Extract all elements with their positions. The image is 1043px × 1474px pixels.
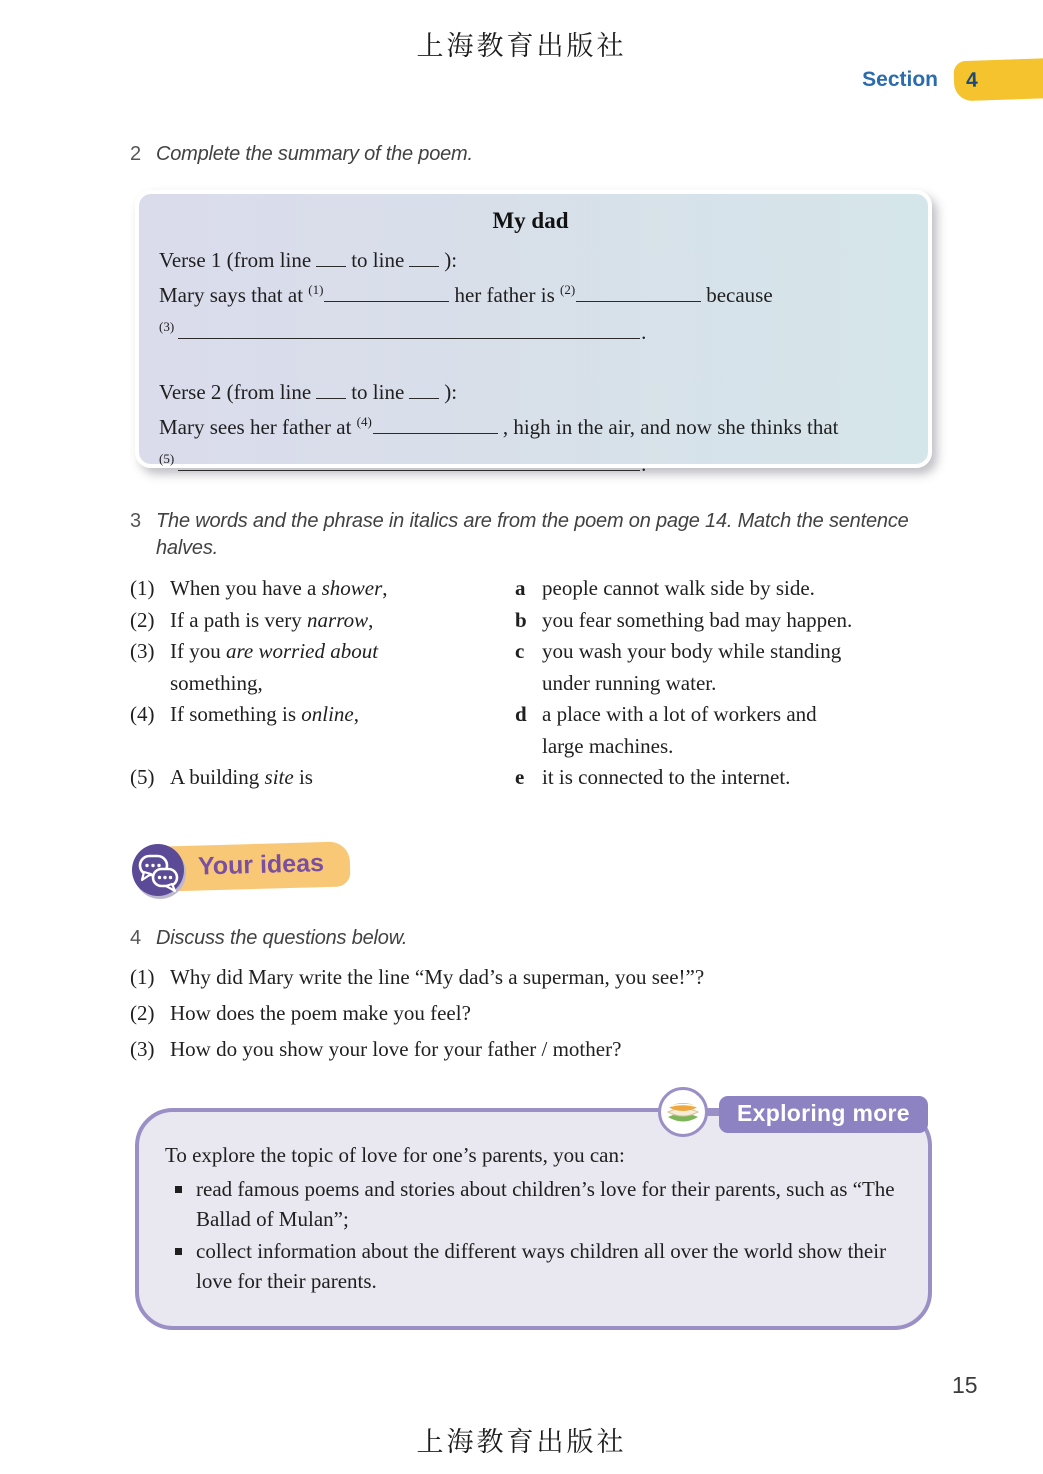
books-icon	[657, 1086, 709, 1138]
match-right-item	[515, 762, 935, 794]
exercise-3-header	[130, 508, 935, 562]
blank-marker-1: (1)	[308, 282, 324, 297]
summary-text: Mary says that at	[159, 283, 304, 307]
item-text: people cannot walk side by side.	[542, 576, 815, 600]
verse1-text-end: ):	[444, 248, 458, 272]
item-letter: b	[515, 607, 527, 632]
period: .	[641, 452, 647, 476]
summary-text: because	[706, 283, 773, 307]
question-row	[130, 995, 935, 1031]
verse1-blank-line	[159, 315, 902, 352]
match-row	[130, 699, 935, 762]
blank-line-from	[316, 398, 346, 399]
match-left-item	[130, 605, 515, 637]
match-row	[130, 573, 935, 605]
verse2-text: Verse 2 (from line	[159, 380, 312, 404]
exploring-bullet-item	[165, 1236, 898, 1296]
section-tab	[862, 60, 1043, 100]
blank-2	[576, 301, 701, 302]
verse2-blank-line	[159, 447, 902, 484]
exercise-4-number: 4	[130, 927, 142, 949]
blank-marker-5: (5)	[159, 451, 175, 466]
exploring-more-label: Exploring more	[719, 1096, 928, 1133]
section-number-tab	[953, 58, 1043, 101]
item-letter: d	[515, 702, 527, 726]
italic-word: shower	[321, 576, 383, 600]
verse2-summary-line	[159, 410, 902, 447]
item-text: If you are worried about something,	[170, 639, 379, 695]
italic-word: site	[264, 765, 294, 789]
bullet-icon	[175, 1186, 182, 1193]
summary-text: her father is	[454, 283, 555, 307]
exercise-4-instruction: Discuss the questions below.	[156, 927, 408, 949]
question-row	[130, 959, 935, 995]
question-text: How does the poem make you feel?	[170, 1001, 471, 1025]
item-text: you fear something bad may happen.	[542, 607, 853, 632]
item-number: (4)	[130, 702, 155, 726]
speech-bubbles-icon	[130, 842, 188, 900]
item-text: A building site is	[170, 765, 313, 789]
item-letter: e	[515, 765, 525, 789]
publisher-watermark-bottom: 上海教育出版社	[416, 1427, 627, 1457]
exercise-3-number: 3	[130, 510, 142, 532]
item-text: When you have a shower,	[170, 576, 388, 600]
blank-marker-3: (3)	[159, 319, 175, 334]
question-number: (2)	[130, 1001, 155, 1025]
blank-4	[373, 433, 498, 434]
item-text: If a path is very narrow,	[170, 607, 374, 632]
blank-5	[178, 470, 640, 471]
exercise-3-instruction: The words and the phrase in italics are from the poem on page 14. Match the sentence halves.	[156, 510, 909, 559]
item-letter: c	[515, 639, 525, 663]
matching-exercise	[130, 573, 935, 794]
match-right-item	[515, 573, 935, 605]
exploring-intro: To explore the topic of love for one’s parents, you can:	[165, 1143, 625, 1167]
poem-title: My dad	[492, 208, 569, 233]
question-text: Why did Mary write the line “My dad’s a superman, you see!”?	[170, 965, 705, 989]
italic-phrase: are worried about	[226, 639, 379, 663]
blank-line-to	[409, 398, 439, 399]
question-number: (3)	[130, 1037, 155, 1061]
blank-marker-4: (4)	[356, 414, 372, 429]
publisher-watermark-top: 上海教育出版社	[416, 31, 627, 61]
exercise-4-header	[130, 925, 935, 952]
page-number: 15	[952, 1372, 978, 1398]
verse2-heading	[159, 375, 902, 410]
question-row	[130, 1031, 935, 1067]
match-left-item	[130, 573, 515, 605]
verse1-text: Verse 1 (from line	[159, 248, 312, 272]
exploring-more-header	[657, 1090, 928, 1138]
question-number: (1)	[130, 965, 155, 989]
match-left-item	[130, 699, 515, 762]
item-number: (1)	[130, 576, 155, 600]
your-ideas-label: Your ideas	[157, 841, 350, 891]
exercise-2-number: 2	[130, 143, 142, 165]
badge-connector	[707, 1112, 719, 1116]
discussion-questions	[130, 959, 935, 1067]
section-number: 4	[965, 68, 979, 93]
item-letter: a	[515, 576, 526, 600]
verse1-heading	[159, 243, 902, 278]
item-text: it is connected to the internet.	[542, 765, 791, 789]
bullet-icon	[175, 1248, 182, 1255]
match-row	[130, 762, 935, 794]
item-text: a place with a lot of workers and large machines.	[542, 702, 817, 758]
verse2-text-end: ):	[444, 380, 458, 404]
summary-text: , high in the air, and now she thinks that	[502, 415, 839, 439]
poem-summary-box	[135, 190, 932, 476]
match-right-item	[515, 699, 935, 762]
match-row	[130, 636, 935, 699]
verse2-text-mid: to line	[351, 380, 405, 404]
blank-3	[178, 338, 640, 339]
exploring-bullet-item	[165, 1174, 898, 1234]
question-text: How do you show your love for your father / mother?	[170, 1037, 622, 1061]
italic-word: narrow	[307, 607, 369, 632]
match-row	[130, 605, 935, 637]
section-label: Section	[862, 68, 938, 91]
period: .	[641, 320, 647, 344]
item-text: you wash your body while standing under running water.	[542, 639, 842, 695]
blank-1	[324, 301, 449, 302]
match-left-item	[130, 636, 515, 699]
item-text: If something is online,	[170, 702, 359, 726]
your-ideas-badge	[130, 844, 350, 900]
exercise-2-instruction: Complete the summary of the poem.	[156, 143, 473, 165]
blank-marker-2: (2)	[560, 282, 576, 297]
item-number: (3)	[130, 639, 155, 663]
item-number: (2)	[130, 607, 155, 632]
bullet-text: collect information about the different ways children all over the world show their love for their parents.	[196, 1239, 887, 1293]
match-right-item	[515, 605, 935, 637]
exploring-more-box	[135, 1099, 932, 1330]
blank-line-from	[316, 266, 346, 267]
italic-word: online	[301, 702, 354, 726]
match-left-item	[130, 762, 515, 794]
match-right-item	[515, 636, 935, 699]
verse1-text-mid: to line	[351, 248, 405, 272]
exercise-2-header	[130, 141, 935, 168]
blank-line-to	[409, 266, 439, 267]
summary-text: Mary sees her father at	[159, 415, 352, 439]
item-number: (5)	[130, 765, 155, 789]
verse1-summary-line	[159, 278, 902, 315]
bullet-text: read famous poems and stories about children’s love for their parents, such as “The Ballad of Mulan”;	[196, 1177, 895, 1231]
